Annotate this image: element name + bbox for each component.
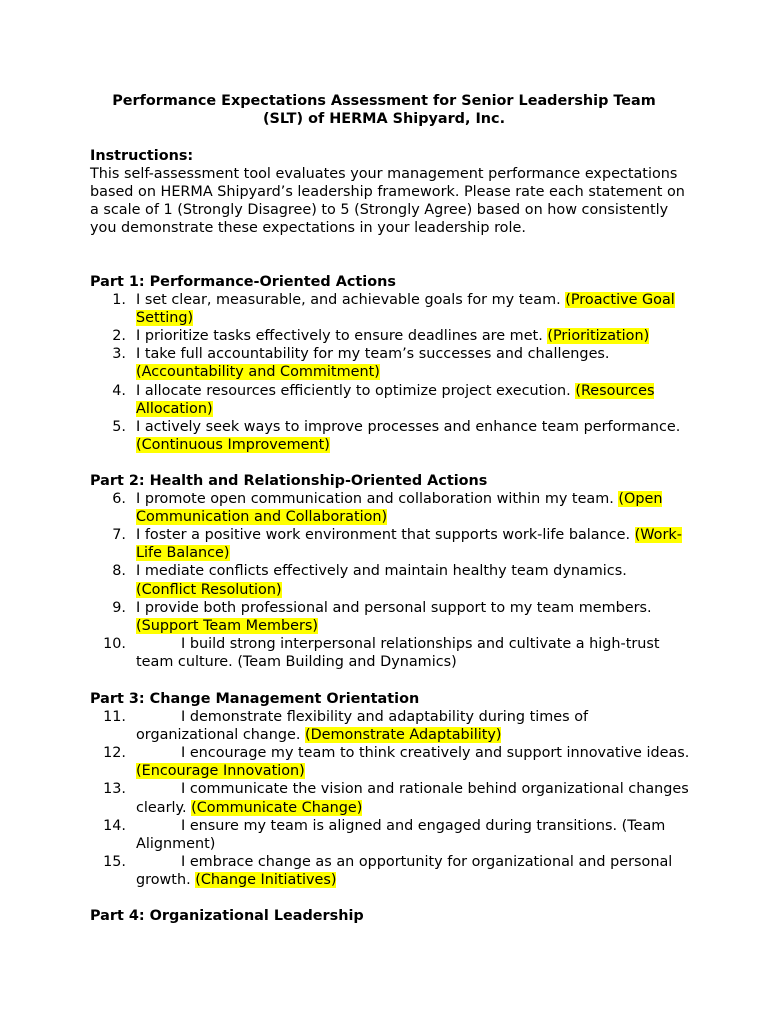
item-text: I set clear, measurable, and achievable goals for my team.: [136, 292, 561, 309]
item-category-tag: (Accountability and Commitment): [136, 364, 380, 381]
item-text: I foster a positive work environment that supports work-life balance.: [136, 527, 631, 544]
item-category-tag: (Encourage Innovation): [136, 763, 305, 780]
item-category-tag: (Communicate Change): [191, 799, 363, 816]
list-item: [90, 327, 690, 345]
part-2-section: [90, 472, 690, 671]
item-number: 14.: [103, 817, 126, 834]
item-category-tag: (Resources Allocation): [136, 382, 655, 417]
item-number: 3.: [112, 346, 126, 363]
list-item: [90, 817, 690, 853]
list-item: [90, 526, 690, 562]
list-item: [90, 635, 690, 671]
item-number: 10.: [103, 635, 126, 652]
item-list: [90, 708, 690, 889]
item-category-tag: (Open Communication and Collaboration): [136, 491, 663, 526]
part-heading: Part 3: Change Management Orientation: [90, 691, 420, 707]
list-item: [90, 853, 690, 889]
item-category-tag: (Team Building and Dynamics): [237, 653, 457, 670]
part-heading: Part 2: Health and Relationship-Oriented Actions: [90, 473, 488, 489]
item-text: I actively seek ways to improve processes and enhance team performance.: [136, 418, 681, 435]
part-4-section: [90, 907, 690, 925]
item-number: 5.: [112, 418, 126, 435]
item-category-tag: (Prioritization): [547, 328, 650, 345]
item-number: 9.: [112, 599, 126, 616]
instructions-text: This self-assessment tool evaluates your management performance expectations based on HERMA Shipyard’s leadership framework. Please rate each statement on a scale of 1 (Strongly Disagree) to 5 (Strongly Agree) based on how consistently you demonstrate these expectations in your leadership role.: [90, 166, 685, 237]
list-item: [90, 418, 690, 454]
item-text: I embrace change as an opportunity for organizational and personal growth.: [136, 853, 673, 888]
item-category-tag: (Team Alignment): [136, 817, 666, 852]
instructions-section: [90, 147, 690, 237]
item-category-tag: (Change Initiatives): [195, 871, 337, 888]
item-number: 1.: [112, 292, 126, 309]
item-number: 11.: [103, 709, 126, 726]
item-text: I promote open communication and collaboration within my team.: [136, 491, 614, 508]
item-text: I provide both professional and personal support to my team members.: [136, 599, 652, 616]
item-category-tag: (Proactive Goal Setting): [136, 292, 675, 327]
list-item: [90, 291, 690, 327]
item-category-tag: (Support Team Members): [136, 617, 318, 634]
item-text: I build strong interpersonal relationships and cultivate a high-trust team culture.: [136, 635, 660, 670]
item-category-tag: (Work-Life Balance): [136, 527, 682, 562]
item-category-tag: (Continuous Improvement): [136, 436, 330, 453]
instructions-heading: Instructions:: [90, 148, 194, 164]
item-number: 2.: [112, 328, 126, 345]
item-text: I mediate conflicts effectively and maintain healthy team dynamics.: [136, 563, 627, 580]
item-number: 15.: [103, 853, 126, 870]
item-category-tag: (Conflict Resolution): [136, 581, 282, 598]
part-heading: Part 4: Organizational Leadership: [90, 908, 364, 924]
item-text: I demonstrate flexibility and adaptability during times of organizational change.: [136, 709, 589, 744]
document-title: [90, 92, 678, 128]
item-text: I prioritize tasks effectively to ensure deadlines are met.: [136, 328, 543, 345]
item-text: I communicate the vision and rationale behind organizational changes clearly.: [136, 781, 689, 816]
item-category-tag: (Demonstrate Adaptability): [304, 727, 502, 744]
item-text: I encourage my team to think creatively and support innovative ideas.: [181, 745, 690, 762]
list-item: [90, 562, 690, 598]
part-3-section: [90, 690, 690, 889]
item-text: I ensure my team is aligned and engaged during transitions.: [181, 817, 618, 834]
title-line-1: Performance Expectations Assessment for Senior Leadership Team: [112, 93, 656, 109]
list-item: [90, 744, 690, 780]
item-list: [90, 490, 690, 671]
item-text: I take full accountability for my team’s successes and challenges.: [136, 346, 610, 363]
item-number: 8.: [112, 563, 126, 580]
list-item: [90, 490, 690, 526]
item-text: I allocate resources efficiently to optimize project execution.: [136, 382, 571, 399]
list-item: [90, 382, 690, 418]
item-number: 6.: [112, 491, 126, 508]
item-number: 4.: [112, 382, 126, 399]
item-number: 12.: [103, 745, 126, 762]
item-number: 13.: [103, 781, 126, 798]
part-1-section: [90, 273, 690, 454]
list-item: [90, 599, 690, 635]
title-line-2: (SLT) of HERMA Shipyard, Inc.: [262, 111, 506, 128]
list-item: [90, 780, 690, 816]
part-heading: Part 1: Performance-Oriented Actions: [90, 274, 396, 290]
list-item: [90, 345, 690, 381]
item-number: 7.: [112, 527, 126, 544]
list-item: [90, 708, 690, 744]
item-list: [90, 291, 690, 454]
